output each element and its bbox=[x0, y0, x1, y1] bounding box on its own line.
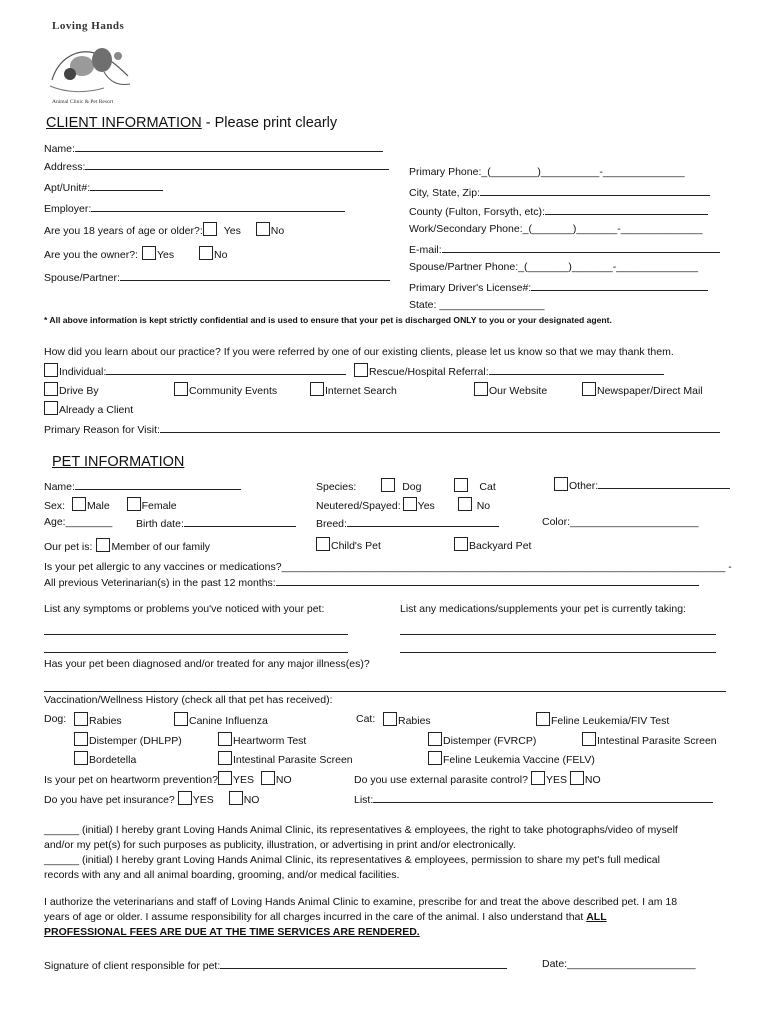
client-apt-field[interactable]: Apt/Unit#: bbox=[44, 180, 163, 194]
childs-pet-option[interactable]: Child's Pet bbox=[316, 537, 381, 552]
owner-yes-checkbox[interactable] bbox=[142, 246, 156, 260]
meds-line-2[interactable] bbox=[400, 652, 716, 653]
already-client-checkbox[interactable] bbox=[44, 401, 58, 415]
client-address-field[interactable]: Address: bbox=[44, 159, 389, 173]
heartworm-prev-question: Is your pet on heartworm prevention? YES NO bbox=[44, 771, 292, 786]
fvrcp-option[interactable]: Distemper (FVRCP) bbox=[428, 732, 536, 747]
website-checkbox[interactable] bbox=[474, 382, 488, 396]
ext-parasite-no-checkbox[interactable] bbox=[570, 771, 584, 785]
referral-individual[interactable]: Individual: bbox=[44, 363, 346, 378]
referral-question: How did you learn about our practice? If you were referred by one of our existing clients, please let us know so that we may thank them. bbox=[44, 346, 674, 358]
email-field[interactable]: E-mail: bbox=[409, 242, 720, 256]
bordetella-option[interactable]: Bordetella bbox=[74, 751, 136, 766]
allergy-field[interactable]: Is your pet allergic to any vaccines or medications?____________________________________________________________________________ - bbox=[44, 561, 732, 573]
breed-field[interactable]: Breed: bbox=[316, 516, 499, 530]
female-checkbox[interactable] bbox=[127, 497, 141, 511]
rescue-checkbox[interactable] bbox=[354, 363, 368, 377]
individual-checkbox[interactable] bbox=[44, 363, 58, 377]
insurance-yes-checkbox[interactable] bbox=[178, 791, 192, 805]
age-question: Are you 18 years of age or older?: Yes No bbox=[44, 222, 284, 237]
referral-already-client[interactable]: Already a Client bbox=[44, 401, 133, 416]
referral-newspaper[interactable]: Newspaper/Direct Mail bbox=[582, 382, 703, 397]
primary-phone-field[interactable]: Primary Phone:_(________)__________-______________ bbox=[409, 166, 685, 178]
cat-label: Cat: bbox=[356, 713, 376, 725]
age-yes-checkbox[interactable] bbox=[203, 222, 217, 236]
records-consent-1: ______ (initial) I hereby grant Loving Hands Animal Clinic, its representatives & employees, permission to share my pet's full medical bbox=[44, 854, 660, 866]
backyard-checkbox[interactable] bbox=[454, 537, 468, 551]
license-field[interactable]: Primary Driver's License#: bbox=[409, 280, 708, 294]
referral-rescue[interactable]: Rescue/Hospital Referral: bbox=[354, 363, 664, 378]
auth-line-2: years of age or older. I assume responsibility for all charges incurred in the care of the animal. I also understand that ALL bbox=[44, 911, 607, 923]
ext-parasite-question: Do you use external parasite control? YES NO bbox=[354, 771, 601, 786]
referral-website[interactable]: Our Website bbox=[474, 382, 547, 397]
pet-heading: PET INFORMATION bbox=[52, 454, 185, 470]
work-phone-field[interactable]: Work/Secondary Phone:_(_______)_______-______________ bbox=[409, 223, 703, 235]
heartworm-test-checkbox[interactable] bbox=[218, 732, 232, 746]
owner-question: Are you the owner?: Yes No bbox=[44, 246, 227, 261]
photo-consent-2: and/or my pet(s) for such purposes as publicity, illustration, or advertising in print and/or electronically. bbox=[44, 839, 516, 851]
diagnosed-line[interactable] bbox=[44, 691, 726, 692]
our-pet-field: Our pet is: Member of our family bbox=[44, 538, 210, 553]
other-species-field[interactable]: Other: bbox=[554, 477, 730, 492]
referral-internet[interactable]: Internet Search bbox=[310, 382, 397, 397]
bordetella-checkbox[interactable] bbox=[74, 751, 88, 765]
city-state-zip-field[interactable]: City, State, Zip: bbox=[409, 185, 710, 199]
community-checkbox[interactable] bbox=[174, 382, 188, 396]
species-field: Species: Dog Cat bbox=[316, 478, 496, 493]
canine-flu-option[interactable]: Canine Influenza bbox=[174, 712, 268, 727]
dog-rabies-option[interactable]: Rabies bbox=[74, 712, 122, 727]
dog-intestinal-option[interactable]: Intestinal Parasite Screen bbox=[218, 751, 353, 766]
date-field[interactable]: Date:______________________ bbox=[542, 958, 696, 970]
diagnosed-question: Has your pet been diagnosed and/or treated for any major illness(es)? bbox=[44, 658, 370, 670]
childs-pet-checkbox[interactable] bbox=[316, 537, 330, 551]
dog-label: Dog: bbox=[44, 713, 67, 725]
dhlpp-option[interactable]: Distemper (DHLPP) bbox=[74, 732, 182, 747]
backyard-option[interactable]: Backyard Pet bbox=[454, 537, 531, 552]
heartworm-yes-checkbox[interactable] bbox=[218, 771, 232, 785]
insurance-question: Do you have pet insurance? YES NO bbox=[44, 791, 259, 806]
felv-vacc-option[interactable]: Feline Leukemia Vaccine (FELV) bbox=[428, 751, 595, 766]
referral-community[interactable]: Community Events bbox=[174, 382, 277, 397]
other-checkbox[interactable] bbox=[554, 477, 568, 491]
canine-flu-checkbox[interactable] bbox=[174, 712, 188, 726]
logo-title: Loving Hands bbox=[52, 20, 125, 32]
symptoms-line-1[interactable] bbox=[44, 634, 348, 635]
dhlpp-checkbox[interactable] bbox=[74, 732, 88, 746]
symptoms-label: List any symptoms or problems you've noticed with your pet: bbox=[44, 603, 325, 615]
member-checkbox[interactable] bbox=[96, 538, 110, 552]
age-no-checkbox[interactable] bbox=[256, 222, 270, 236]
client-employer-field[interactable]: Employer: bbox=[44, 201, 345, 215]
client-heading: CLIENT INFORMATION - Please print clearly bbox=[46, 115, 338, 131]
neutered-yes-checkbox[interactable] bbox=[403, 497, 417, 511]
heartworm-no-checkbox[interactable] bbox=[261, 771, 275, 785]
insurance-no-checkbox[interactable] bbox=[229, 791, 243, 805]
newspaper-checkbox[interactable] bbox=[582, 382, 596, 396]
felv-vacc-checkbox[interactable] bbox=[428, 751, 442, 765]
felv-fiv-checkbox[interactable] bbox=[536, 712, 550, 726]
cat-checkbox[interactable] bbox=[454, 478, 468, 492]
color-field[interactable]: Color:______________________ bbox=[542, 516, 699, 528]
age-field[interactable]: Age:________ bbox=[44, 516, 113, 528]
internet-checkbox[interactable] bbox=[310, 382, 324, 396]
photo-consent-1: ______ (initial) I hereby grant Loving Hands Animal Clinic, its representatives & employees, the right to take photographs/video of myself bbox=[44, 824, 678, 836]
cat-intestinal-checkbox[interactable] bbox=[582, 732, 596, 746]
county-field[interactable]: County (Fulton, Forsyth, etc): bbox=[409, 204, 708, 218]
ext-parasite-yes-checkbox[interactable] bbox=[531, 771, 545, 785]
felv-fiv-option[interactable]: Feline Leukemia/FIV Test bbox=[536, 712, 669, 727]
cat-intestinal-option[interactable]: Intestinal Parasite Screen bbox=[582, 732, 717, 747]
paw-hand-logo-icon bbox=[44, 36, 136, 98]
client-name-field[interactable]: Name: bbox=[44, 141, 383, 155]
meds-line-1[interactable] bbox=[400, 634, 716, 635]
cat-rabies-checkbox[interactable] bbox=[383, 712, 397, 726]
cat-rabies-option[interactable]: Rabies bbox=[383, 712, 431, 727]
heartworm-test-option[interactable]: Heartworm Test bbox=[218, 732, 306, 747]
male-checkbox[interactable] bbox=[72, 497, 86, 511]
owner-no-checkbox[interactable] bbox=[199, 246, 213, 260]
auth-line-3: PROFESSIONAL FEES ARE DUE AT THE TIME SERVICES ARE RENDERED. bbox=[44, 926, 420, 938]
neutered-field: Neutered/Spayed: Yes No bbox=[316, 497, 490, 512]
meds-label: List any medications/supplements your pet is currently taking: bbox=[400, 603, 686, 615]
pet-name-field[interactable]: Name: bbox=[44, 479, 241, 493]
state-field[interactable]: State: __________________ bbox=[409, 299, 545, 311]
symptoms-line-2[interactable] bbox=[44, 652, 348, 653]
list-field[interactable]: List: bbox=[354, 792, 713, 806]
reason-field[interactable]: Primary Reason for Visit: bbox=[44, 422, 720, 436]
birth-date-field[interactable]: Birth date: bbox=[136, 516, 296, 530]
referral-drive-by[interactable]: Drive By bbox=[44, 382, 99, 397]
dog-rabies-checkbox[interactable] bbox=[74, 712, 88, 726]
prev-vets-field[interactable]: All previous Veterinarian(s) in the past 12 months: bbox=[44, 575, 699, 589]
dog-checkbox[interactable] bbox=[381, 478, 395, 492]
spouse-phone-field[interactable]: Spouse/Partner Phone:_(_______)_______-______________ bbox=[409, 261, 699, 273]
auth-line-1: I authorize the veterinarians and staff of Loving Hands Animal Clinic to examine, prescribe for and treat the above described pet. I am 18 bbox=[44, 896, 678, 908]
logo-subtitle: Animal Clinic & Pet Resort bbox=[52, 99, 114, 105]
dog-intestinal-checkbox[interactable] bbox=[218, 751, 232, 765]
client-spouse-field[interactable]: Spouse/Partner: bbox=[44, 270, 390, 284]
fvrcp-checkbox[interactable] bbox=[428, 732, 442, 746]
sex-field: Sex: Male Female bbox=[44, 497, 177, 512]
signature-field[interactable]: Signature of client responsible for pet: bbox=[44, 958, 507, 972]
drive-by-checkbox[interactable] bbox=[44, 382, 58, 396]
neutered-no-checkbox[interactable] bbox=[458, 497, 472, 511]
confidential-note: * All above information is kept strictly confidential and is used to ensure that your pet is discharged ONLY to you or your designated agent. bbox=[44, 315, 612, 325]
vacc-label: Vaccination/Wellness History (check all that pet has received): bbox=[44, 694, 333, 706]
records-consent-2: records with any and all animal boarding, grooming, and/or medical facilities. bbox=[44, 869, 400, 881]
